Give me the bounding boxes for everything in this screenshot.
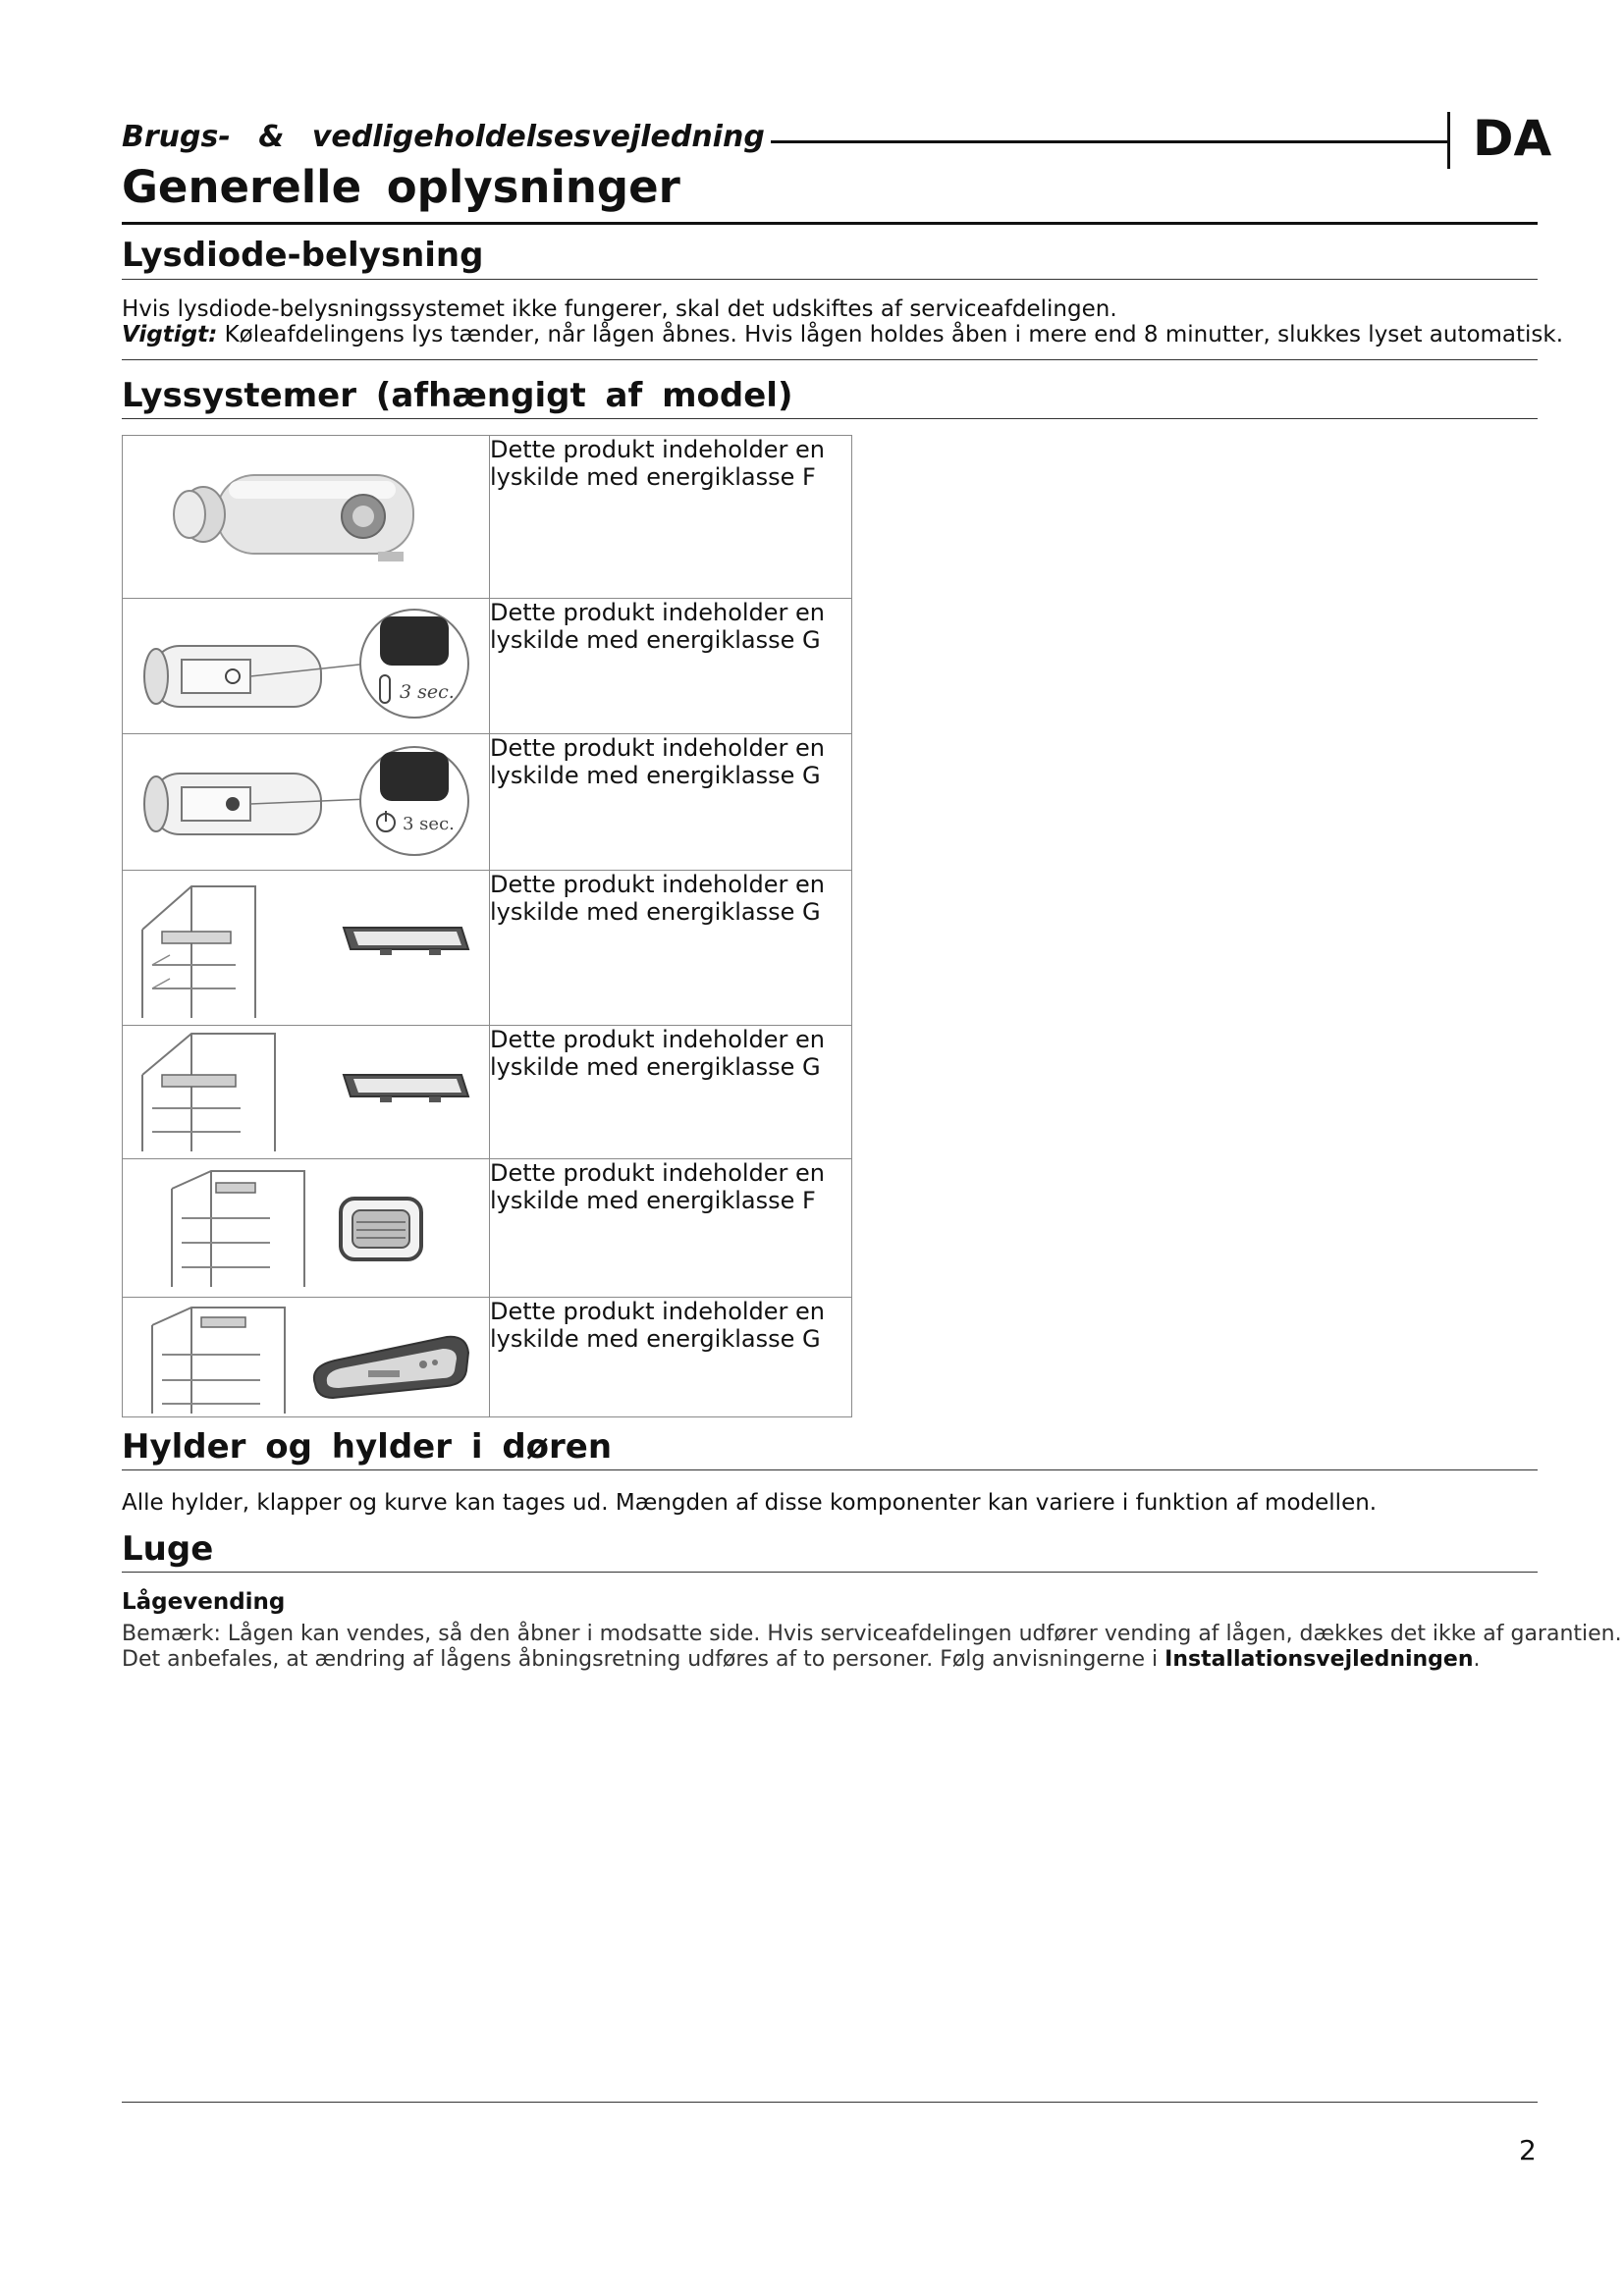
lighting-systems-table	[122, 435, 852, 1417]
row-description: Dette produkt indeholder en lyskilde med energiklasse G	[490, 734, 852, 871]
callout-label: 3 sec.	[400, 681, 455, 703]
section-rule	[122, 279, 1538, 280]
row-description: Dette produkt indeholder en lyskilde med energiklasse F	[490, 1159, 852, 1298]
table-row	[123, 871, 852, 1026]
row-description: Dette produkt indeholder en lyskilde med energiklasse G	[490, 1026, 852, 1159]
table-row	[123, 1159, 852, 1298]
lamp-thermostat-3sec-icon	[123, 599, 490, 734]
language-code: DA	[1473, 110, 1552, 167]
door-subheading: Lågevending	[122, 1589, 286, 1615]
led-important	[122, 320, 1563, 349]
important-label: Vigtigt:	[122, 322, 218, 347]
section-rule	[122, 418, 1538, 419]
callout-label: 3 sec.	[403, 814, 455, 834]
installation-guide-reference: Installationsvejledningen	[1164, 1647, 1474, 1672]
important-text: Køleafdelingens lys tænder, når lågen åbnes. Hvis lågen holdes åben i mere end 8 minutter, slukkes lyset automatisk.	[217, 322, 1564, 347]
section-heading-led: Lysdiode-belysning	[122, 236, 484, 275]
table-row	[123, 599, 852, 734]
page-title: Generelle oplysninger	[122, 161, 680, 213]
section-rule	[122, 1572, 1538, 1573]
cylindrical-lamp-icon	[123, 436, 490, 599]
lamp-power-3sec-icon	[123, 734, 490, 871]
table-row	[123, 734, 852, 871]
row-description: Dette produkt indeholder en lyskilde med energiklasse F	[490, 436, 852, 599]
section-heading-systems: Lyssystemer (afhængigt af model)	[122, 376, 793, 415]
fridge-ceiling-led-panel-icon	[123, 871, 490, 1026]
table-row	[123, 1298, 852, 1417]
fridge-led-strip-cover-icon	[123, 1298, 490, 1417]
door-instructions: Det anbefales, at ændring af lågens åbningsretning udføres af to personer. Følg anvisningerne i Installationsvejledningen.	[122, 1647, 1481, 1672]
section-rule	[122, 1469, 1538, 1470]
fridge-led-module-icon	[123, 1159, 490, 1298]
page-number: 2	[1519, 2134, 1537, 2166]
row-description: Dette produkt indeholder en lyskilde med energiklasse G	[490, 1298, 852, 1417]
section-rule	[122, 359, 1538, 360]
shelves-text: Alle hylder, klapper og kurve kan tages ud. Mængden af disse komponenter kan variere i funktion af modellen.	[122, 1490, 1378, 1516]
running-title: Brugs- & vedligeholdelsesvejledning	[122, 120, 771, 154]
table-row	[123, 436, 852, 599]
fridge-side-led-panel-icon	[123, 1026, 490, 1159]
led-text: Hvis lysdiode-belysningssystemet ikke fungerer, skal det udskiftes af serviceafdelingen.	[122, 296, 1117, 322]
section-heading-door: Luge	[122, 1529, 214, 1569]
header-rule-end	[1447, 112, 1450, 169]
door-note: Bemærk: Lågen kan vendes, så den åbner i modsatte side. Hvis serviceafdelingen udfører vending af lågen, dækkes det ikke af garantien.	[122, 1622, 1622, 1646]
table-row	[123, 1026, 852, 1159]
section-heading-shelves: Hylder og hylder i døren	[122, 1427, 613, 1467]
title-rule	[122, 222, 1538, 225]
row-description: Dette produkt indeholder en lyskilde med energiklasse G	[490, 599, 852, 734]
row-description: Dette produkt indeholder en lyskilde med energiklasse G	[490, 871, 852, 1026]
footer-rule	[122, 2102, 1538, 2103]
